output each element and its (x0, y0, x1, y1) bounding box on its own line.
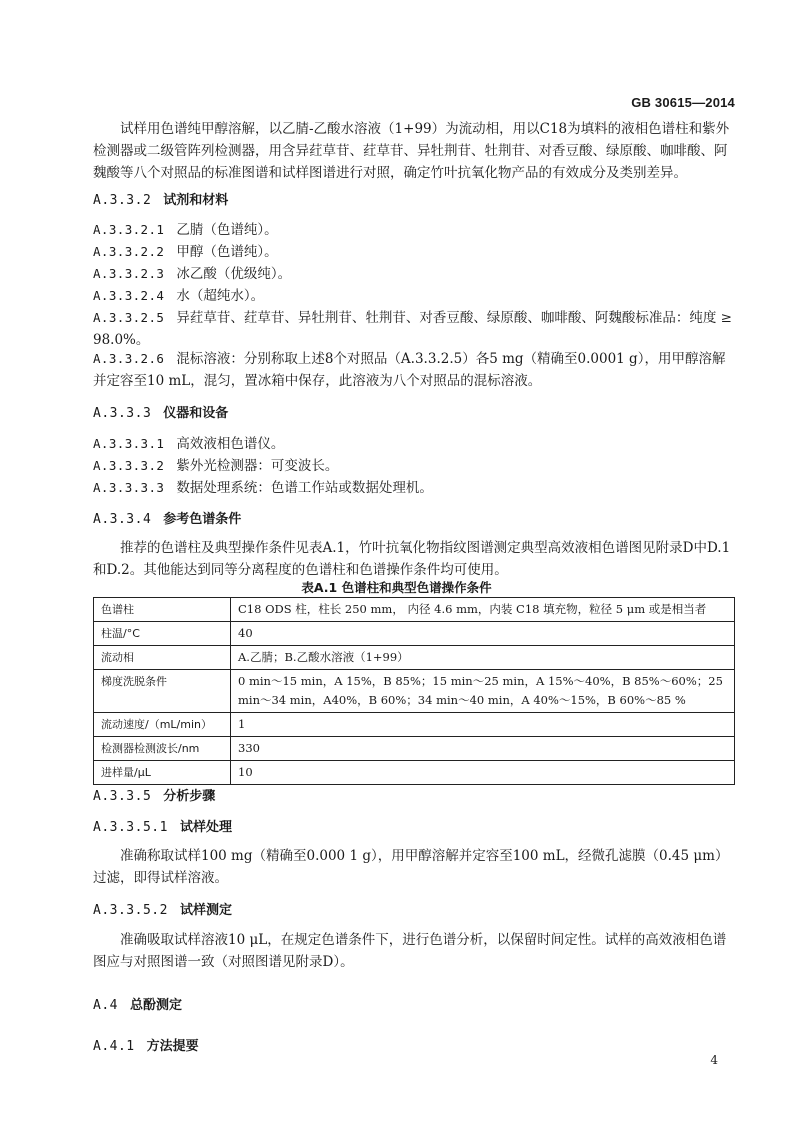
table-row: 梯度洗脱条件 0 min～15 min，A 15%，B 85%；15 min～25 min，A 15%～40%，B 85%～60%；25 min～34 min，A40%，B 60%；34 min～40 min，A 40%～15%，B 60%～85 % (94, 670, 735, 713)
section-title: 试剂和材料 (163, 193, 229, 208)
list-item: A.3.3.2.5 异荭草苷、荭草苷、异牡荆苷、牡荆苷、对香豆酸、绿原酸、咖啡酸、阿魏酸标准品：纯度 ≥ 98.0%。 (93, 310, 732, 348)
section-number: A.3.3.2 (93, 193, 152, 208)
table-row: 流动相 A.乙腈；B.乙酸水溶液（1+99） (94, 646, 735, 670)
section-heading-a3332 (93, 189, 228, 208)
table-caption: 表A.1 色谱柱和典型色谱操作条件 (301, 580, 492, 595)
table-row: 进样量/μL 10 (94, 761, 735, 785)
section-heading-a33352: A.3.3.5.2 试样测定 (93, 903, 232, 918)
list-item: A.3.3.2.2 甲醇（色谱纯）。 (93, 244, 278, 260)
list-item: A.3.3.2.1 乙腈（色谱纯）。 (93, 222, 278, 238)
table-row: 柱温/°C 40 (94, 622, 735, 646)
paragraph-chromatographic-conditions: 推荐的色谱柱及典型操作条件见表A.1，竹叶抗氧化物指纹图谱测定典型高效液相色谱图见附录D中D.1 和D.2。其他能达到同等分离程度的色谱柱和色谱操作条件均可使用。 (93, 540, 731, 578)
paragraph-sample-determination: 准确吸取试样溶液10 μL，在规定色谱条件下，进行色谱分析，以保留时间定性。试样的高效液相色谱图应与对照图谱一致（对照图谱见附录D）。 (93, 932, 727, 970)
section-heading-a33351: A.3.3.5.1 试样处理 (93, 820, 232, 835)
list-item: A.3.3.3.3 数据处理系统：色谱工作站或数据处理机。 (93, 480, 433, 496)
section-heading-a3333: A.3.3.3 仪器和设备 (93, 406, 229, 421)
table-row: 流动速度/（mL/min） 1 (94, 713, 735, 737)
list-item: A.3.3.3.1 高效液相色谱仪。 (93, 436, 285, 452)
table-row: 检测器检测波长/nm 330 (94, 737, 735, 761)
section-heading-a4: A.4 总酚测定 (93, 998, 182, 1013)
intro-paragraph: 试样用色谱纯甲醇溶解，以乙腈-乙酸水溶液（1+99）为流动相，用以C18为填料的液相色谱柱和紫外检测器或二级管阵列检测器，用含异荭草苷、荭草苷、异牡荆苷、牡荆苷、对香豆酸、绿原酸、咖啡酸、阿魏酸等八个对照品的标准图谱和试样图谱进行对照，确定竹叶抗氧化物产品的有效成分及类别差异。 (93, 121, 730, 181)
paragraph-sample-treatment: 准确称取试样100 mg（精确至0.000 1 g），用甲醇溶解并定容至100 mL，经微孔滤膜（0.45 μm）过滤，即得试样溶液。 (93, 848, 729, 886)
page-number: 4 (710, 1053, 718, 1067)
section-heading-a3335: A.3.3.5 分析步骤 (93, 789, 216, 804)
list-item: A.3.3.2.3 冰乙酸（优级纯）。 (93, 266, 292, 282)
standard-number: GB 30615—2014 (631, 95, 735, 110)
section-heading-a41: A.4.1 方法提要 (93, 1039, 199, 1054)
list-item: A.3.3.3.2 紫外光检测器：可变波长。 (93, 458, 339, 474)
section-heading-a3334: A.3.3.4 参考色谱条件 (93, 512, 242, 527)
table-row: 色谱柱 C18 ODS 柱，柱长 250 mm， 内径 4.6 mm，内装 C18 填充物，粒径 5 μm 或是相当者 (94, 598, 735, 622)
conditions-table (93, 597, 735, 785)
list-item: A.3.3.2.6 混标溶液：分别称取上述8个对照品（A.3.3.2.5）各5 mg（精确至0.0001 g），用甲醇溶解并定容至10 mL，混匀，置冰箱中保存，此溶液为八个对照品的混标溶液。 (93, 351, 726, 389)
list-item: A.3.3.2.4 水（超纯水）。 (93, 288, 265, 304)
